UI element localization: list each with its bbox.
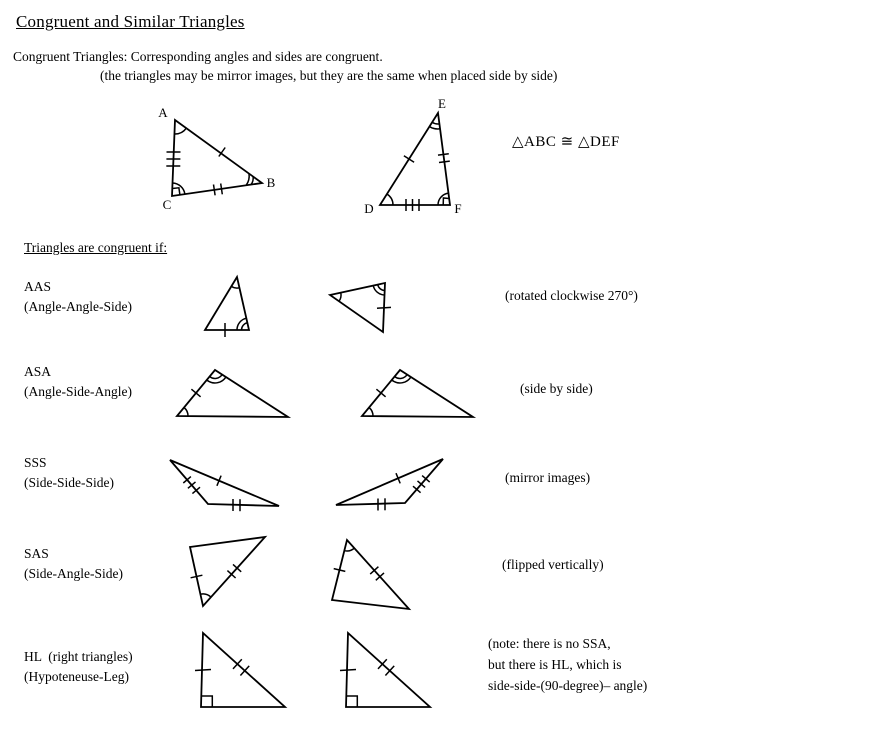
intro-line-1: Congruent Triangles: Corresponding angles and sides are congruent. (13, 49, 383, 64)
row-full-sas: (Side-Angle-Side) (24, 566, 123, 581)
row-abbr-sas: SAS (24, 546, 49, 561)
aas-triangle-2 (322, 272, 394, 338)
row-full-sss: (Side-Side-Side) (24, 475, 114, 490)
row-abbr-aas: AAS (24, 279, 52, 294)
note-hl-line-1: (note: there is no SSA, (488, 636, 611, 651)
sss-triangle-1 (163, 452, 288, 514)
intro-line-2: (the triangles may be mirror images, but they are the same when placed side by side) (100, 68, 558, 83)
note-hl-line-3: side-side-(90-degree)– angle) (488, 678, 648, 693)
asa-triangle-2 (353, 355, 478, 420)
section-heading: Triangles are congruent if: (24, 240, 168, 255)
triangle-def-outline (380, 113, 450, 205)
vertex-label-f: F (454, 201, 462, 216)
vertex-label-d: D (364, 201, 374, 216)
vertex-label-b: B (266, 175, 276, 190)
note-sas: (flipped vertically) (502, 557, 604, 572)
row-label-sss (24, 453, 114, 493)
row-full-aas: (Angle-Angle-Side) (24, 299, 132, 314)
right-angle-mark (346, 696, 357, 707)
asa-triangle-1 (168, 355, 293, 420)
congruence-statement: △ABC ≅ △DEF (512, 134, 620, 150)
row-label-aas (24, 277, 132, 317)
note-asa: (side by side) (520, 381, 593, 396)
right-angle-mark (201, 696, 212, 707)
triangle-abc-outline (172, 120, 262, 196)
triangle-def-angle-marks (387, 122, 449, 205)
vertex-label-e: E (438, 96, 446, 111)
row-label-hl (24, 647, 133, 687)
page-title: Congruent and Similar Triangles (16, 12, 245, 31)
note-aas: (rotated clockwise 270°) (505, 288, 638, 303)
note-hl-line-2: but there is HL, which is (488, 657, 622, 672)
row-abbr-sss: SSS (24, 455, 47, 470)
vertex-label-c: C (162, 197, 172, 212)
row-abbr-asa: ASA (24, 364, 52, 379)
note-sss: (mirror images) (505, 470, 591, 485)
row-full-hl: (Hypoteneuse-Leg) (24, 669, 129, 684)
sas-triangle-2 (325, 532, 420, 617)
hl-triangle-1 (193, 628, 288, 713)
note-hl (488, 633, 647, 696)
sss-triangle-2 (330, 450, 455, 512)
row-label-sas (24, 544, 123, 584)
row-label-asa (24, 362, 132, 402)
aas-triangle-1 (195, 268, 260, 338)
hl-triangle-2 (338, 628, 433, 713)
triangle-def-figure (360, 95, 475, 220)
vertex-label-a: A (158, 105, 168, 120)
row-full-asa: (Angle-Side-Angle) (24, 384, 132, 399)
sas-triangle-1 (185, 530, 275, 615)
row-abbr-hl: HL (right triangles) (24, 649, 133, 664)
triangle-abc-angle-marks (172, 128, 253, 195)
triangle-abc-figure (150, 100, 280, 215)
